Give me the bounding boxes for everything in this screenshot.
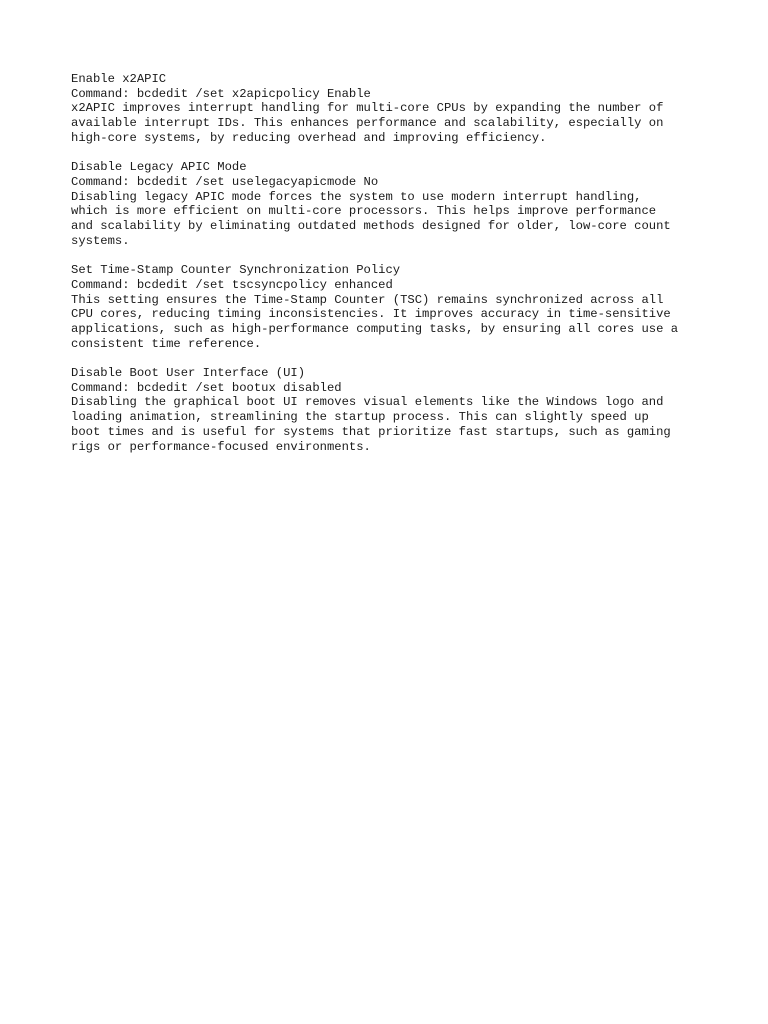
section-description-line: systems.	[71, 233, 130, 248]
section-description-line: which is more efficient on multi-core processors. This helps improve performance	[71, 204, 657, 219]
section-enable-x2apic	[71, 72, 731, 146]
section-description-line: available interrupt IDs. This enhances performance and scalability, especially on	[71, 116, 664, 131]
section-title: Disable Legacy APIC Mode	[71, 160, 247, 175]
section-command: Command: bcdedit /set x2apicpolicy Enable	[71, 86, 371, 101]
section-command: Command: bcdedit /set tscsyncpolicy enhanced	[71, 277, 393, 292]
section-description-line: CPU cores, reducing timing inconsistencies. It improves accuracy in time-sensitive	[71, 307, 671, 322]
section-description-line: loading animation, streamlining the startup process. This can slightly speed up	[71, 410, 649, 425]
section-description-line: Disabling the graphical boot UI removes visual elements like the Windows logo and	[71, 395, 664, 410]
section-disable-boot-ui	[71, 366, 731, 454]
section-description-line: high-core systems, by reducing overhead and improving efficiency.	[71, 130, 547, 145]
section-title: Enable x2APIC	[71, 72, 167, 86]
section-description-line: boot times and is useful for systems that prioritize fast startups, such as gaming	[71, 424, 671, 439]
document-page	[71, 72, 731, 469]
section-title: Set Time-Stamp Counter Synchronization Policy	[71, 263, 401, 278]
section-description-line: applications, such as high-performance computing tasks, by ensuring all cores use a	[71, 321, 679, 336]
section-description-line: consistent time reference.	[71, 336, 262, 351]
section-command: Command: bcdedit /set uselegacyapicmode No	[71, 174, 379, 189]
section-title: Disable Boot User Interface (UI)	[71, 366, 306, 381]
section-description-line: and scalability by eliminating outdated methods designed for older, low-core count	[71, 219, 671, 234]
section-description-line: Disabling legacy APIC mode forces the system to use modern interrupt handling,	[71, 189, 642, 204]
section-command: Command: bcdedit /set bootux disabled	[71, 380, 342, 395]
section-description-line: x2APIC improves interrupt handling for multi-core CPUs by expanding the number of	[71, 101, 664, 116]
section-description-line: This setting ensures the Time-Stamp Counter (TSC) remains synchronized across all	[71, 292, 664, 307]
section-tsc-sync-policy	[71, 263, 731, 351]
section-disable-legacy-apic	[71, 160, 731, 248]
section-description-line: rigs or performance-focused environments.	[71, 439, 371, 454]
